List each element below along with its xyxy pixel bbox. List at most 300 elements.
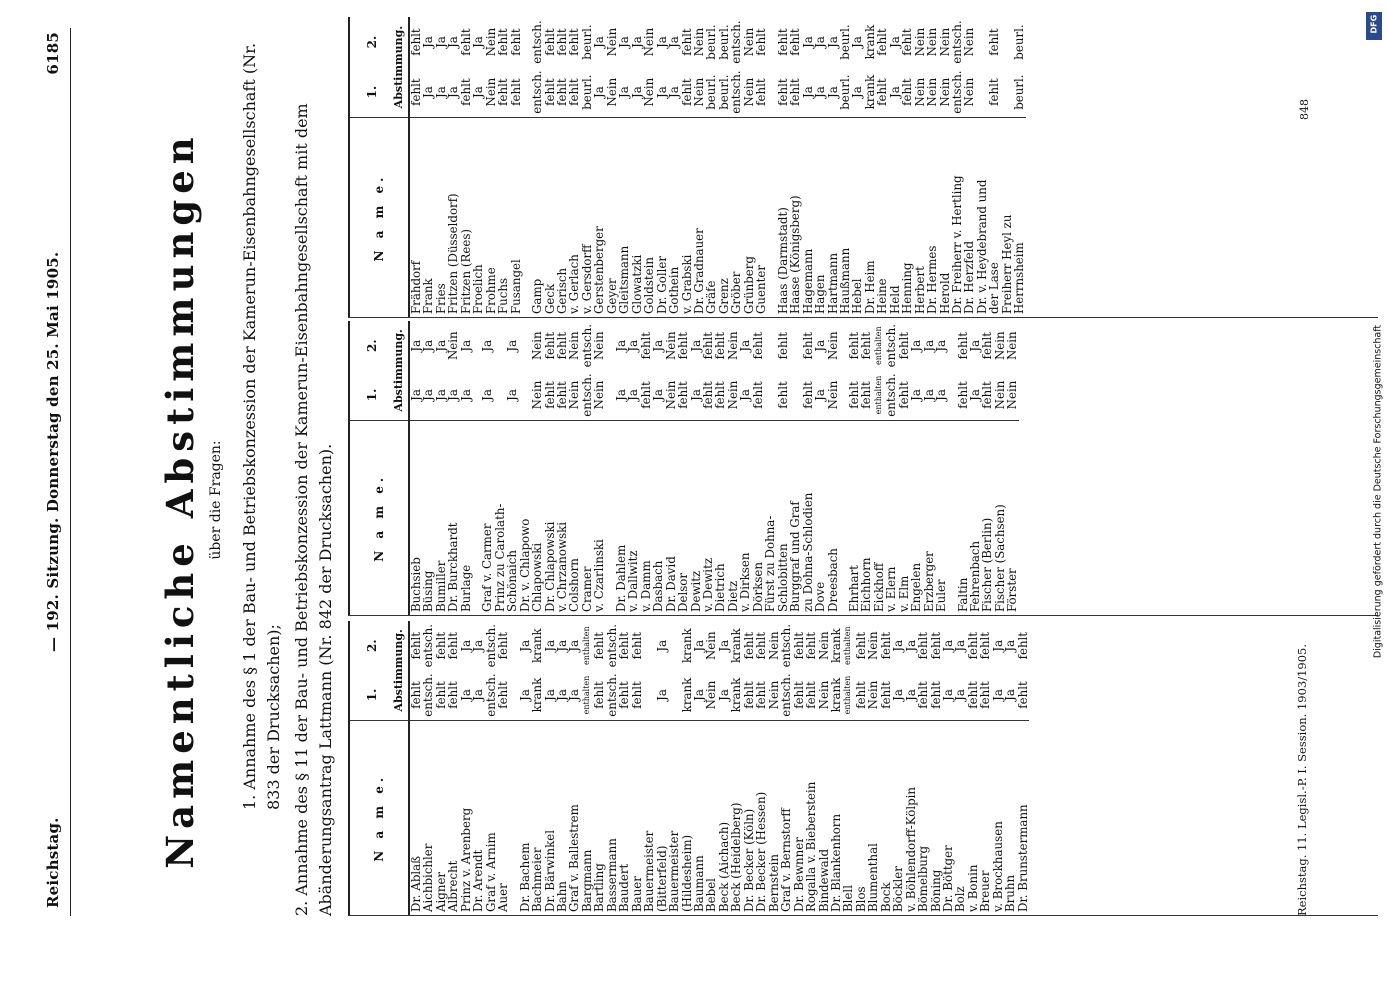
vote-2: fehlt — [496, 28, 511, 56]
vote-2: fehlt — [965, 631, 980, 660]
vote-1: enthalten — [873, 375, 883, 415]
table-row — [618, 17, 630, 317]
vote-2: fehlt — [800, 331, 815, 360]
table-row — [693, 17, 705, 317]
member-name: Delsor — [677, 420, 689, 615]
table-row — [755, 17, 767, 317]
member-name: Fuchs — [497, 118, 509, 317]
member-name: Burggraf und Graf — [789, 420, 801, 615]
table-row — [506, 321, 518, 615]
vote-2: Ja — [433, 339, 448, 352]
vote1-header: 1. — [349, 370, 388, 420]
member-name: Henning — [901, 118, 913, 317]
vote-1: fehlt — [617, 681, 632, 709]
vote-1: entsch. — [729, 70, 744, 114]
member-name: Gröber — [730, 118, 742, 317]
vote-1: krank — [729, 677, 744, 713]
vote-1: fehlt — [980, 381, 995, 409]
table-row — [627, 321, 639, 615]
table-row — [1004, 621, 1016, 915]
vote-2: fehlt — [700, 331, 715, 360]
vote-1: fehlt — [713, 381, 728, 409]
member-name: Dr. Burckhardt — [447, 420, 459, 615]
member-name: Herold — [939, 118, 951, 317]
member-name: Dr. Dahlem — [615, 420, 627, 615]
vote-1: Ja — [1003, 689, 1018, 701]
vote-2: fehlt — [928, 631, 943, 660]
vote-2: fehlt — [554, 28, 569, 56]
table-row — [460, 321, 472, 615]
vote-1: Nein — [962, 77, 977, 107]
member-name: Fritzen (Düsseldorf) — [447, 118, 459, 317]
vote-1: krank — [679, 677, 694, 713]
member-name: Freiherr Heyl zu — [1001, 118, 1013, 317]
vote-2: Ja — [654, 639, 669, 652]
vote-1: enthalten — [843, 675, 853, 715]
vote-1: fehlt — [508, 78, 523, 106]
vote-1: fehlt — [638, 381, 653, 409]
table-row — [409, 621, 422, 915]
vote-1: Nein — [725, 380, 740, 410]
vote-2: Ja — [629, 36, 644, 48]
vote-1: fehlt — [896, 381, 911, 409]
vote-1: Ja — [409, 389, 423, 401]
member-name: Dr. Brunstermann — [1017, 720, 1029, 915]
vote-2: fehlt — [1015, 631, 1030, 660]
vote-2: Ja — [592, 36, 607, 48]
table-row — [531, 17, 543, 317]
vote-2: fehlt — [713, 331, 728, 360]
vote-1: fehlt — [1015, 681, 1030, 709]
vote-1: fehlt — [846, 381, 861, 409]
vote-2: Ja — [433, 36, 448, 48]
vote-2: fehlt — [750, 331, 765, 360]
table-row — [593, 321, 605, 615]
vote-1: Nein — [604, 77, 619, 107]
vote-2: fehlt — [592, 631, 607, 660]
vote-2: entsch. — [604, 624, 619, 668]
vote-2: fehlt — [955, 331, 970, 360]
vote-1: krank — [862, 74, 877, 110]
table-row — [705, 621, 717, 915]
table-row — [665, 321, 677, 615]
member-name: Bassermann — [606, 720, 618, 915]
vote-2: Nein — [567, 331, 582, 361]
table-row — [643, 17, 655, 317]
member-name: Blumenthal — [867, 720, 879, 915]
vote-1: fehlt — [791, 681, 806, 709]
member-name: Faltin — [957, 420, 969, 615]
vote-2: Ja — [887, 36, 902, 48]
vote-1: fehlt — [965, 681, 980, 709]
table-row — [979, 621, 991, 915]
vote-2: fehlt — [788, 28, 803, 56]
member-name: Dr. Goller — [656, 118, 668, 317]
vote-2: fehlt — [617, 631, 632, 660]
vote-2: Nein — [642, 27, 657, 57]
vote-2: Ja — [613, 339, 628, 352]
member-name: Dr. Bewnner — [793, 720, 805, 915]
member-name: Burlage — [460, 420, 472, 615]
member-name: Gamp — [531, 118, 543, 317]
vote-1: Ja — [480, 389, 495, 401]
vote-1: Ja — [617, 86, 632, 98]
vote-1: fehlt — [567, 78, 582, 106]
member-name: Bernstein — [768, 720, 780, 915]
member-name: Haase (Königsberg) — [789, 118, 801, 317]
table-row — [422, 17, 434, 317]
vote-1: Nein — [866, 680, 881, 710]
table-row — [485, 17, 497, 317]
member-name: Dr. Herzfeld — [963, 118, 975, 317]
table-row — [531, 621, 543, 915]
table-row — [860, 321, 872, 615]
member-name: Dr. Bachem — [519, 720, 531, 915]
vote-1: beurl. — [837, 74, 852, 110]
vote-2: Ja — [990, 639, 1005, 652]
table-row — [510, 17, 522, 317]
vote-2: Nein — [741, 27, 756, 57]
member-name: (Bitterfeld) — [656, 720, 668, 915]
table-row — [802, 17, 814, 317]
vote-2: fehlt — [846, 331, 861, 360]
member-name: Förster — [1006, 420, 1018, 615]
table-row — [755, 621, 767, 915]
vote-2 — [668, 621, 680, 670]
vote-2: krank — [679, 628, 694, 663]
vote-1: entsch. — [950, 70, 965, 114]
member-name: Euler — [935, 420, 947, 615]
member-name: Fries — [435, 118, 447, 317]
table-row — [917, 621, 929, 915]
vote-2: Ja — [850, 36, 865, 48]
vote-1: fehlt — [446, 681, 461, 709]
member-name: Aichbichler — [422, 720, 434, 915]
member-name: Fürst zu Dohna- — [764, 420, 776, 615]
member-name: Graf v. Bernstorff — [780, 720, 792, 915]
vote-2: Ja — [651, 339, 666, 352]
vote2-header: 2. — [349, 621, 388, 670]
vote-1: entsch. — [579, 373, 594, 417]
vote-1: Nein — [741, 77, 756, 107]
member-name: Grenz — [718, 118, 730, 317]
member-name: Baumann — [693, 720, 705, 915]
vote-2: krank — [862, 24, 877, 60]
vote-2: Ja — [953, 639, 968, 652]
member-name: Herrnsheim — [1013, 118, 1025, 317]
footer-text: Reichstag. 11. Legisl.-P. I. Session. 1903/1905. — [1295, 643, 1309, 916]
member-name: Herbert — [914, 118, 926, 317]
table-row — [705, 17, 717, 317]
member-name: Dr. Hermes — [926, 118, 938, 317]
vote-2: Ja — [716, 639, 731, 652]
vote-2: entsch. — [884, 324, 899, 368]
vote-2: Ja — [421, 339, 436, 352]
vote-1: fehlt — [542, 381, 557, 409]
table-row — [992, 621, 1004, 915]
member-name: Dr. Böttger — [942, 720, 954, 915]
table-row — [935, 321, 947, 615]
table-row — [714, 321, 726, 615]
vote-1: Ja — [446, 389, 461, 401]
vote-1: fehlt — [542, 78, 557, 106]
table-row — [814, 17, 826, 317]
table-row — [839, 17, 851, 317]
vote-2: Ja — [567, 639, 582, 652]
table-row — [851, 17, 863, 317]
vote-1: krank — [828, 677, 843, 713]
vote-1: Nein — [937, 77, 952, 107]
member-name: Albrecht — [447, 720, 459, 915]
vote-2: Ja — [480, 339, 495, 352]
vote-2: fehlt — [754, 631, 769, 660]
vote-2: Ja — [517, 639, 532, 652]
member-name: Bachmeier — [531, 720, 543, 915]
table-row — [593, 17, 605, 317]
table-row — [409, 17, 422, 317]
vote-2: Ja — [891, 639, 906, 652]
vote-2: Nein — [691, 27, 706, 57]
vote-1: Nein — [663, 380, 678, 410]
vote-1: Ja — [626, 389, 641, 401]
vote-2: Nein — [1005, 331, 1020, 361]
vote-1: Ja — [542, 689, 557, 701]
table-row — [805, 621, 817, 915]
vote-1: fehlt — [754, 681, 769, 709]
vote-1: Ja — [517, 689, 532, 701]
table-row — [802, 321, 814, 615]
vote-1: fehlt — [788, 78, 803, 106]
vote-2: Ja — [688, 339, 703, 352]
table-row — [789, 17, 801, 317]
member-name: Dewitz — [690, 420, 702, 615]
vote-1: Ja — [613, 389, 628, 401]
header-left: Reichstag. — [44, 817, 62, 908]
vote-1: beurl. — [704, 74, 719, 110]
table-row — [780, 621, 792, 915]
vote-1: Ja — [903, 689, 918, 701]
vote-1: entsch. — [421, 673, 436, 717]
member-name: v. Grabski — [681, 118, 693, 317]
vote-2: Ja — [446, 36, 461, 48]
member-name: Bock — [880, 720, 892, 915]
vote-1: Ja — [953, 689, 968, 701]
member-name: Dr. Becker (Köln) — [743, 720, 755, 915]
vote-1: Ja — [629, 86, 644, 98]
member-name: Dreesbach — [827, 420, 839, 615]
member-name: der Lase — [988, 118, 1000, 317]
vote-1: Nein — [825, 380, 840, 410]
member-name: Haußmann — [839, 118, 851, 317]
vote-2: fehlt — [679, 28, 694, 56]
member-name: Hagemann — [802, 118, 814, 317]
vote-2: fehlt — [741, 631, 756, 660]
member-name: Bauer — [631, 720, 643, 915]
vote-1: Ja — [433, 389, 448, 401]
vote-1: fehlt — [433, 681, 448, 709]
table-row — [876, 17, 888, 317]
member-name: Dr. Ablaß — [409, 720, 422, 915]
vote-1: Ja — [421, 389, 436, 401]
header-rule — [70, 28, 71, 916]
table-row — [618, 621, 630, 915]
member-name: (Hildesheim) — [681, 720, 693, 915]
vote-2: fehlt — [987, 28, 1002, 56]
vote1-header: 1. — [349, 67, 388, 118]
member-name: Frähdorf — [409, 118, 422, 317]
member-name: Hagen — [814, 118, 826, 317]
table-row — [730, 621, 742, 915]
member-name: Fusangel — [510, 118, 522, 317]
member-name: Cramer — [581, 420, 593, 615]
member-name: Geck — [544, 118, 556, 317]
member-name: Dietrich — [714, 420, 726, 615]
vote-1: Ja — [654, 86, 669, 98]
member-name: Dr. v. Chlapowo — [519, 420, 531, 615]
vote-1: fehlt — [853, 681, 868, 709]
vote-1: Nein — [483, 77, 498, 107]
table-row — [668, 621, 680, 915]
vote-2: fehlt — [409, 631, 423, 660]
vote-2: fehlt — [409, 28, 423, 56]
vote-1: fehlt — [592, 681, 607, 709]
member-name: Auer — [497, 720, 509, 915]
member-name: v. Böhlendorff-Kölpin — [905, 720, 917, 915]
vote-2: Ja — [903, 639, 918, 652]
table-row — [677, 321, 689, 615]
table-row — [1006, 321, 1018, 615]
vote-2: Nein — [925, 27, 940, 57]
member-name: Dr. Heim — [864, 118, 876, 317]
group-spacer — [948, 321, 957, 615]
vote-1: Ja — [471, 86, 486, 98]
vote-2: Ja — [542, 639, 557, 652]
vote-1: Ja — [667, 86, 682, 98]
member-name: Ehrhart — [848, 420, 860, 615]
vote-1: fehlt — [775, 78, 790, 106]
vote-1: Nein — [816, 680, 831, 710]
vote-2: Nein — [604, 27, 619, 57]
question-1: 1. Annahme des § 1 der Bau- und Betriebskonzession der Kamerun-Eisenbahngesellschaft (Nr. 833 der Drucksachen); — [240, 42, 283, 810]
vote-2: Ja — [471, 36, 486, 48]
member-name: Dove — [814, 420, 826, 615]
member-name: Frank — [422, 118, 434, 317]
vote-1: entsch. — [530, 70, 545, 114]
vote-1: fehlt — [987, 78, 1002, 106]
vote-2: fehlt — [638, 331, 653, 360]
vote-2: fehlt — [567, 28, 582, 56]
member-name: zu Dohna-Schlodien — [802, 420, 814, 615]
vote-1: Ja — [592, 86, 607, 98]
vote-2: krank — [729, 628, 744, 663]
vote-2: fehlt — [496, 631, 511, 660]
member-name: Gothein — [668, 118, 680, 317]
vote-1: Nein — [912, 77, 927, 107]
table-row — [885, 321, 897, 615]
vote-1: Ja — [813, 389, 828, 401]
vote-2: fehlt — [775, 331, 790, 360]
vote-2: entsch. — [530, 20, 545, 64]
vote-column-3 — [348, 14, 1379, 318]
member-name: Prinz zu Carolath- — [494, 420, 506, 615]
vote-1: entsch. — [884, 373, 899, 417]
vote-2: Ja — [554, 639, 569, 652]
member-name: Schönaich — [506, 420, 518, 615]
table-row — [481, 321, 493, 615]
member-name: Breuer — [979, 720, 991, 915]
vote-2: fehlt — [629, 631, 644, 660]
vote-2: fehlt — [554, 331, 569, 360]
vote-2: fehlt — [896, 331, 911, 360]
vote-2: Nein — [937, 27, 952, 57]
vote-table — [348, 17, 1026, 317]
vote-1: beurl. — [579, 74, 594, 110]
vote-2: fehlt — [916, 631, 931, 660]
vote-2: Nein — [766, 631, 781, 661]
vote-2: Ja — [1003, 639, 1018, 652]
vote-2: Ja — [626, 339, 641, 352]
vote-2: enthalten — [843, 626, 853, 666]
member-name: Dr. Arendt — [472, 720, 484, 915]
member-name: v. Gerlach — [568, 118, 580, 317]
vote-1 — [789, 370, 801, 420]
member-name: v. Dallwitz — [627, 420, 639, 615]
member-name: Fischer (Sachsen) — [994, 420, 1006, 615]
member-name: Graf v. Carmer — [481, 420, 493, 615]
vote1-header: 1. — [349, 670, 388, 720]
vote-2: Nein — [866, 631, 881, 661]
member-name: Dr. Bärwinkel — [544, 720, 556, 915]
digitization-notice — [1368, 46, 1388, 946]
vote-1: Ja — [934, 389, 949, 401]
vote-1: Ja — [716, 689, 731, 701]
member-name: Dr. Becker (Hessen) — [755, 720, 767, 915]
vote-2: entsch. — [483, 624, 498, 668]
table-row — [472, 17, 484, 317]
vote-1: Ja — [446, 86, 461, 98]
vote-2: Ja — [505, 339, 520, 352]
vote-2: fehlt — [754, 28, 769, 56]
member-name: Blell — [842, 720, 854, 915]
table-row — [447, 17, 459, 317]
member-name: Bauermeister — [668, 720, 680, 915]
digitization-text: Digitalisierung gefördert durch die Deutsche Forschungsgemeinschaft — [1372, 324, 1384, 659]
vote-1: Nein — [1005, 380, 1020, 410]
table-row — [485, 621, 497, 915]
member-name: Aigner — [435, 720, 447, 915]
vote-1: fehlt — [800, 381, 815, 409]
member-name: Graf v. Ballestrem — [568, 720, 580, 915]
vote-1: Ja — [471, 689, 486, 701]
vote-1 — [764, 370, 776, 420]
member-name: Eichhorn — [860, 420, 872, 615]
table-row — [472, 621, 484, 915]
vote-1: Nein — [530, 380, 545, 410]
vote-2: Ja — [813, 339, 828, 352]
member-name: Bargmann — [581, 720, 593, 915]
vote-1: fehlt — [804, 681, 819, 709]
table-row — [544, 621, 556, 915]
member-name: v. Damm — [640, 420, 652, 615]
vote-2: Ja — [691, 639, 706, 652]
member-name: Fischer (Berlin) — [981, 420, 993, 615]
member-name: Goldstein — [643, 118, 655, 317]
vote-1: Ja — [433, 86, 448, 98]
vote-1: fehlt — [900, 78, 915, 106]
vote-2: Nein — [483, 27, 498, 57]
table-row — [497, 17, 509, 317]
vote2-header: 2. — [349, 321, 388, 370]
